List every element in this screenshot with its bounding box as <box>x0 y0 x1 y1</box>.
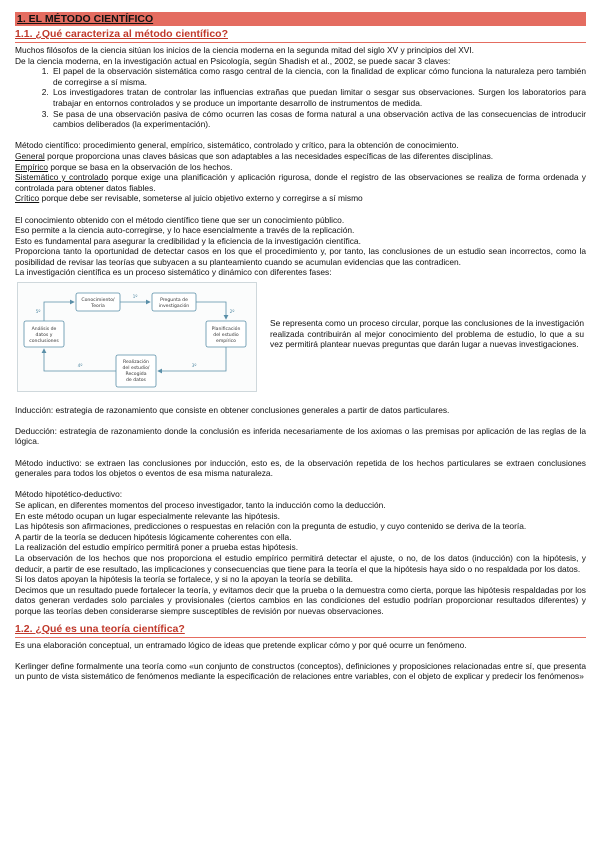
node-analisis-label: conclusiones <box>29 339 59 345</box>
key-item: 1. El papel de la observación sistemática como rasgo central de la ciencia, con la finalidad de explicar cómo funciona la naturaleza pero también de corregirse a sí misma. <box>51 66 586 87</box>
trait-term: Empírico <box>15 161 49 172</box>
section-title: 1. EL MÉTODO CIENTÍFICO <box>15 12 586 26</box>
hipotetico-line: A partir de la teoría se deducen hipótesis lógicamente coherentes con ella. <box>15 531 292 542</box>
diagram-caption <box>270 318 584 350</box>
intro-line: De la ciencia moderna, en la investigación actual en Psicología, según Shadish et al., 2002, se puede sacar 3 claves: <box>15 55 451 66</box>
hipotetico-line: Si los datos apoyan la hipótesis la teoría se fortalece, y si no la apoyan la teoría se debilita. <box>15 574 353 585</box>
cycle-arrow <box>44 302 74 321</box>
hipotetico-line: Decimos que un resultado puede fortalecer la teoría, y evitamos decir que la prueba o la demuestra como cierta, porque las hipótesis respaldadas por los datos generan verdades solo parciales y provisionales (ciertos cambios en las condiciones del estudio podrían proporcionar resultados diferentes) y porque las teorías deben considerarse siempre susceptibles de revisión por nuevas observaciones. <box>15 584 586 616</box>
trait-text: porque proporciona unas claves básicas que son adaptables a las necesidades específicas de las diferentes disciplinas. <box>44 150 494 161</box>
knowledge-line: Eso permite a la ciencia auto-corregirse, y lo hace esencialmente a través de la replicación. <box>15 225 355 236</box>
knowledge-line: Esto es fundamental para asegurar la credibilidad y la eficiencia de la investigación científica. <box>15 235 361 246</box>
trait-text: porque debe ser revisable, someterse al juicio objetivo externo y corregirse a sí mismo <box>39 193 363 204</box>
step-label: 4º <box>77 364 83 370</box>
hipotetico-line: Las hipótesis son afirmaciones, predicciones o respuestas en relación con la pregunta de estudio, y cuyo contenido se deriva de la teoría. <box>15 521 527 532</box>
node-planificacion-label: del estudio <box>213 333 239 339</box>
step-label: 1º <box>132 295 138 301</box>
metodo-inductivo-def: Método inductivo: se extraen las conclusiones por inducción, esto es, de la observación repetida de los hechos particulares se extraen conclusiones generales para todos los objetos o eventos de esa misma naturaleza. <box>15 457 586 479</box>
step-label: 5º <box>35 310 41 316</box>
diagram-caption-text: Se representa como un proceso circular, porque las conclusiones de la investigación realizada contribuirán al mejor conocimiento del problema de estudio, lo que a su vez permitirá plantear nuevas preguntas que darán lugar a nuevas investigaciones. <box>270 318 584 350</box>
deduccion-def: Deducción: estrategia de razonamiento donde la conclusión es inferida necesariamente de los axiomas o las premisas por aplicación de las reglas de la lógica. <box>15 425 586 447</box>
teoria-line: Kerlinger define formalmente una teoría como «un conjunto de constructos (conceptos), definiciones y proposiciones relacionadas entre sí, que presenta un punto de vista sistemático de fenómenos mediante la especificación de relaciones entre variables, con el objeto de explicar y predecir los fenómenos» <box>15 660 586 682</box>
key-item: 2. Los investigadores tratan de controlar las influencias extrañas que puedan limitar o sesgar sus observaciones. Surgen los laboratorios para trabajar en entornos controlados y se produce un importante desarrollo de instrumentos de medida. <box>51 87 586 108</box>
trait-text: porque se basa en la observación de los hechos. <box>48 161 233 172</box>
node-pregunta-label: investigación <box>158 304 190 310</box>
trait-term: General <box>15 150 45 161</box>
node-planificacion-label: Planificación <box>211 327 241 333</box>
keys-list <box>15 66 586 130</box>
knowledge-line: La investigación científica es un proceso sistemático y dinámico con diferentes fases: <box>15 267 332 278</box>
trait-term: Crítico <box>15 193 40 204</box>
knowledge-line: El conocimiento obtenido con el método científico tiene que ser un conocimiento público. <box>15 214 345 225</box>
step-label: 2º <box>229 310 235 316</box>
trait-critico <box>15 193 586 204</box>
hipotetico-line: En este método ocupan un lugar especialmente relevante las hipótesis. <box>15 510 280 521</box>
intro-line: Muchos filósofos de la ciencia sitúan los inicios de la ciencia moderna en la segunda mitad del siglo XV y principios del XVI. <box>15 45 475 55</box>
research-cycle-diagram <box>17 282 257 392</box>
method-definition: Método científico: procedimiento general, empírico, sistemático, controlado y crítico, para la obtención de conocimiento. <box>15 140 459 151</box>
cycle-svg <box>18 283 256 391</box>
key-item: 3. Se pasa de una observación pasiva de cómo ocurren las cosas de forma natural a una observación activa de las consecuencias de introducir cambios deliberados (la experimentación). <box>51 109 586 130</box>
node-realizacion-label: Realización <box>123 360 149 366</box>
node-realizacion-label: del estudio/ <box>122 366 150 372</box>
node-teoria-label: Teoría <box>91 304 105 310</box>
research-cycle-figure <box>15 282 586 394</box>
hipotetico-line: La observación de los hechos que nos proporciona el estudio empírico permitirá detectar el ajuste, o no, de los datos (inducción) con la hipótesis, y deducir, a partir de ese resultado, las implicaciones y consecuencias que tiene para la teoría el que la hipótesis haya sido o no respaldada por los datos. <box>15 552 586 574</box>
trait-term: Sistemático y controlado <box>15 172 109 183</box>
node-pregunta-label: Pregunta de <box>160 298 188 304</box>
trait-sistematico <box>15 172 586 193</box>
subsection-title-1-1: 1.1. ¿Qué caracteriza al método científico? <box>15 28 586 43</box>
document-page <box>15 12 586 682</box>
node-planificacion-label: empírico <box>216 339 236 345</box>
step-label: 3º <box>191 364 197 370</box>
hipotetico-line: Se aplican, en diferentes momentos del proceso investigador, tanto la inducción como la deducción. <box>15 500 386 510</box>
hipotetico-line: Método hipotético-deductivo: <box>15 489 123 500</box>
knowledge-line: Proporciona tanto la oportunidad de detectar casos en los que el procedimiento y, por tanto, las conclusiones de un estudio sean incorrectos, como la posibilidad de revisar las teorías que subyacen a su planteamiento cuando se acumulan evidencias que las contradicen. <box>15 246 586 267</box>
teoria-line: Es una elaboración conceptual, un entramado lógico de ideas que pretende explicar cómo y por qué ocurre un fenómeno. <box>15 639 467 650</box>
hipotetico-line: La realización del estudio empírico permitirá poner a prueba estas hipótesis. <box>15 542 299 553</box>
node-teoria-label: Conocimiento/ <box>81 298 115 304</box>
cycle-arrow <box>196 302 226 319</box>
trait-text: porque exige una planificación y aplicación rigurosa, donde el registro de las observaciones se realiza de forma ordenada y controlada para obtener datos fiables. <box>15 172 586 193</box>
trait-empirico <box>15 162 586 173</box>
subsection-title-1-2: 1.2. ¿Qué es una teoría científica? <box>15 623 586 638</box>
trait-general <box>15 151 586 162</box>
node-analisis-label: datos y <box>35 333 53 339</box>
node-realizacion-label: Recogida <box>125 372 147 378</box>
node-realizacion-label: de datos <box>126 378 146 384</box>
node-analisis-label: Análisis de <box>31 327 57 333</box>
induccion-def: Inducción: estrategia de razonamiento que consiste en obtener conclusiones generales a partir de datos particulares. <box>15 404 450 415</box>
